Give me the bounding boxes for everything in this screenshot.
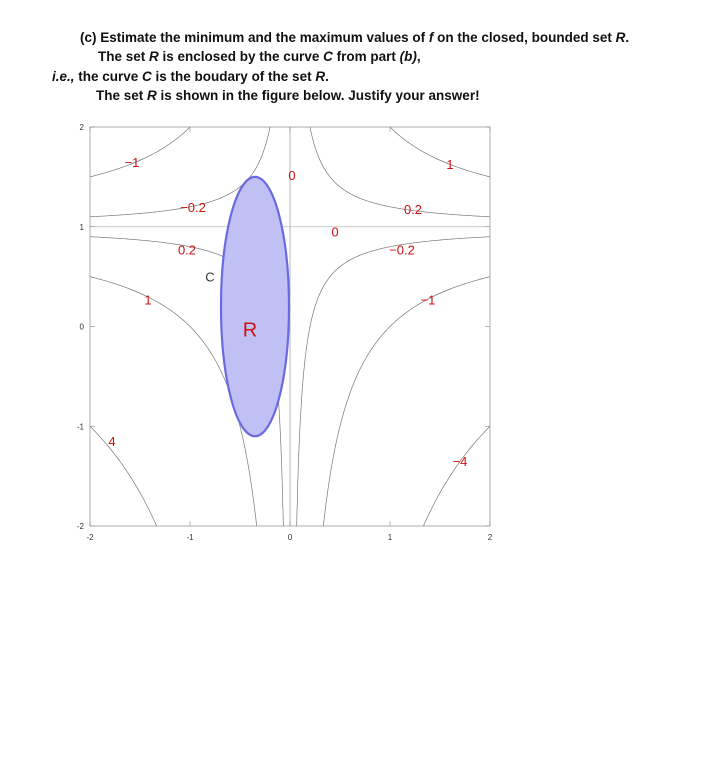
contour-label: 0 xyxy=(331,224,339,240)
y-tick-label: 1 xyxy=(79,222,84,232)
x-tick-label: -2 xyxy=(86,533,94,542)
y-tick-label: 2 xyxy=(79,123,84,132)
question-line-3: i.e., the curve C is the boudary of the set R. xyxy=(52,69,329,84)
contour-label: −1 xyxy=(124,154,140,170)
x-tick-label: 0 xyxy=(287,533,293,542)
contour-label: 0 xyxy=(288,167,296,183)
contour-label: −4 xyxy=(452,454,468,470)
contour-lines xyxy=(90,97,490,553)
x-tick-label: 2 xyxy=(487,533,493,542)
contour-label: C xyxy=(205,269,215,285)
contour-line xyxy=(305,97,490,217)
y-tick-label: -2 xyxy=(76,522,84,531)
x-tick-label: -1 xyxy=(186,533,194,542)
contour-line xyxy=(412,426,490,553)
y-tick-label: -1 xyxy=(76,422,84,432)
question-line-1: (c) Estimate the minimum and the maximum values of f on the closed, bounded set R. xyxy=(80,30,630,45)
contour-label: R xyxy=(242,319,258,342)
contour-label: 4 xyxy=(108,434,116,450)
region-R-boundary-C xyxy=(221,177,289,436)
contour-label: 0.2 xyxy=(177,242,197,258)
question-line-4: The set R is shown in the figure below. Justify your answer! xyxy=(96,88,480,103)
contour-label: 1 xyxy=(144,292,152,308)
contour-label: −0.2 xyxy=(180,199,206,215)
contour-line xyxy=(296,237,490,552)
contour-label: −1 xyxy=(420,292,436,308)
contour-label: 0.2 xyxy=(403,201,423,217)
contour-label: 1 xyxy=(446,156,454,172)
x-tick-label: 1 xyxy=(387,533,393,542)
contour-line xyxy=(90,426,168,553)
contour-label: −0.2 xyxy=(389,242,415,258)
question-line-2: The set R is enclosed by the curve C from part (b), xyxy=(98,49,421,64)
contour-line xyxy=(367,98,490,177)
y-tick-label: 0 xyxy=(79,322,84,332)
contour-line xyxy=(90,98,213,177)
region-group xyxy=(221,177,289,436)
contour-line xyxy=(321,277,490,552)
